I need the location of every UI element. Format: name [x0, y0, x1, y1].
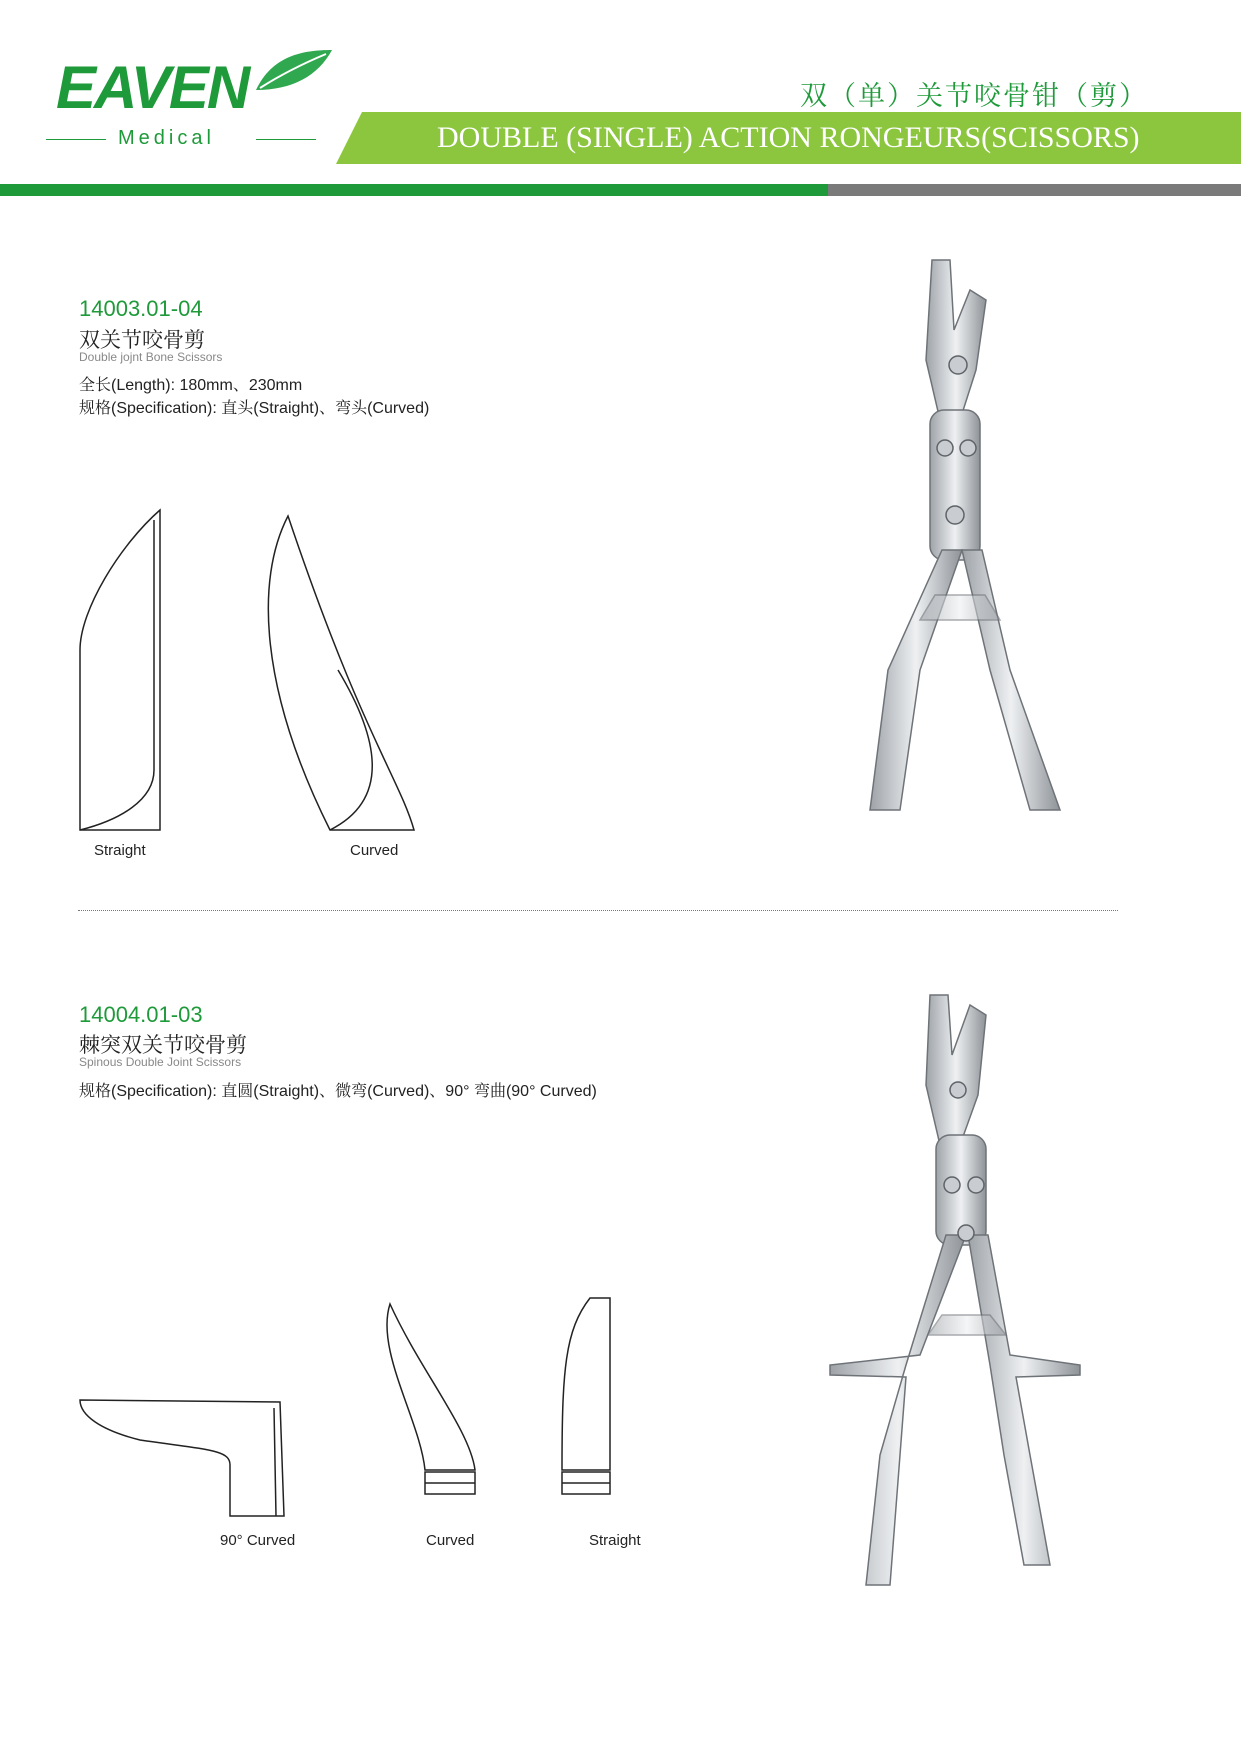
product-code-1: 14003.01-04	[79, 296, 203, 321]
tip-drawings-1	[60, 500, 440, 840]
product-spec-2: 规格(Specification): 直圆(Straight)、微弯(Curved)、90° 弯曲(90° Curved)	[79, 1083, 597, 1100]
brand-subtitle-text: Medical	[118, 127, 215, 149]
page-title-en: DOUBLE (SINGLE) ACTION RONGEURS(SCISSORS)	[437, 121, 1140, 154]
tip-90-curved-outline	[80, 1400, 284, 1516]
product-spec-1: 规格(Specification): 直头(Straight)、弯头(Curved)	[79, 400, 430, 417]
double-joint-bone-scissors-illustration	[800, 250, 1090, 870]
product-name-cn-1: 双关节咬骨剪	[79, 329, 205, 352]
tip-label-curved-1: Curved	[350, 842, 399, 859]
leaf-icon	[252, 46, 334, 96]
tip-curved-outline	[268, 516, 414, 830]
tip-curved-outline-2	[387, 1304, 475, 1470]
product-name-en-1: Double jojnt Bone Scissors	[79, 350, 223, 364]
product-name-en-2: Spinous Double Joint Scissors	[79, 1055, 242, 1069]
tip-label-straight-1: Straight	[94, 842, 146, 859]
product-length-1: 全长(Length): 180mm、230mm	[79, 377, 303, 394]
header-gray-bar	[828, 184, 1241, 196]
tip-label-90-curved: 90° Curved	[220, 1532, 296, 1549]
tip-straight-outline-2	[562, 1298, 610, 1470]
product-name-cn-2: 棘突双关节咬骨剪	[79, 1034, 247, 1057]
section-divider	[78, 910, 1118, 911]
brand-logo-text: EAVEN	[56, 54, 249, 121]
tip-straight-outline	[80, 510, 160, 830]
header-green-bar	[0, 184, 828, 196]
product-code-2: 14004.01-03	[79, 1002, 203, 1027]
tip-label-curved-2: Curved	[426, 1532, 475, 1549]
tip-label-straight-2: Straight	[589, 1532, 641, 1549]
tip-drawings-2	[60, 1290, 660, 1520]
page-title-cn: 双（单）关节咬骨钳（剪）	[800, 81, 1148, 111]
spinous-double-joint-scissors-illustration	[810, 985, 1100, 1595]
